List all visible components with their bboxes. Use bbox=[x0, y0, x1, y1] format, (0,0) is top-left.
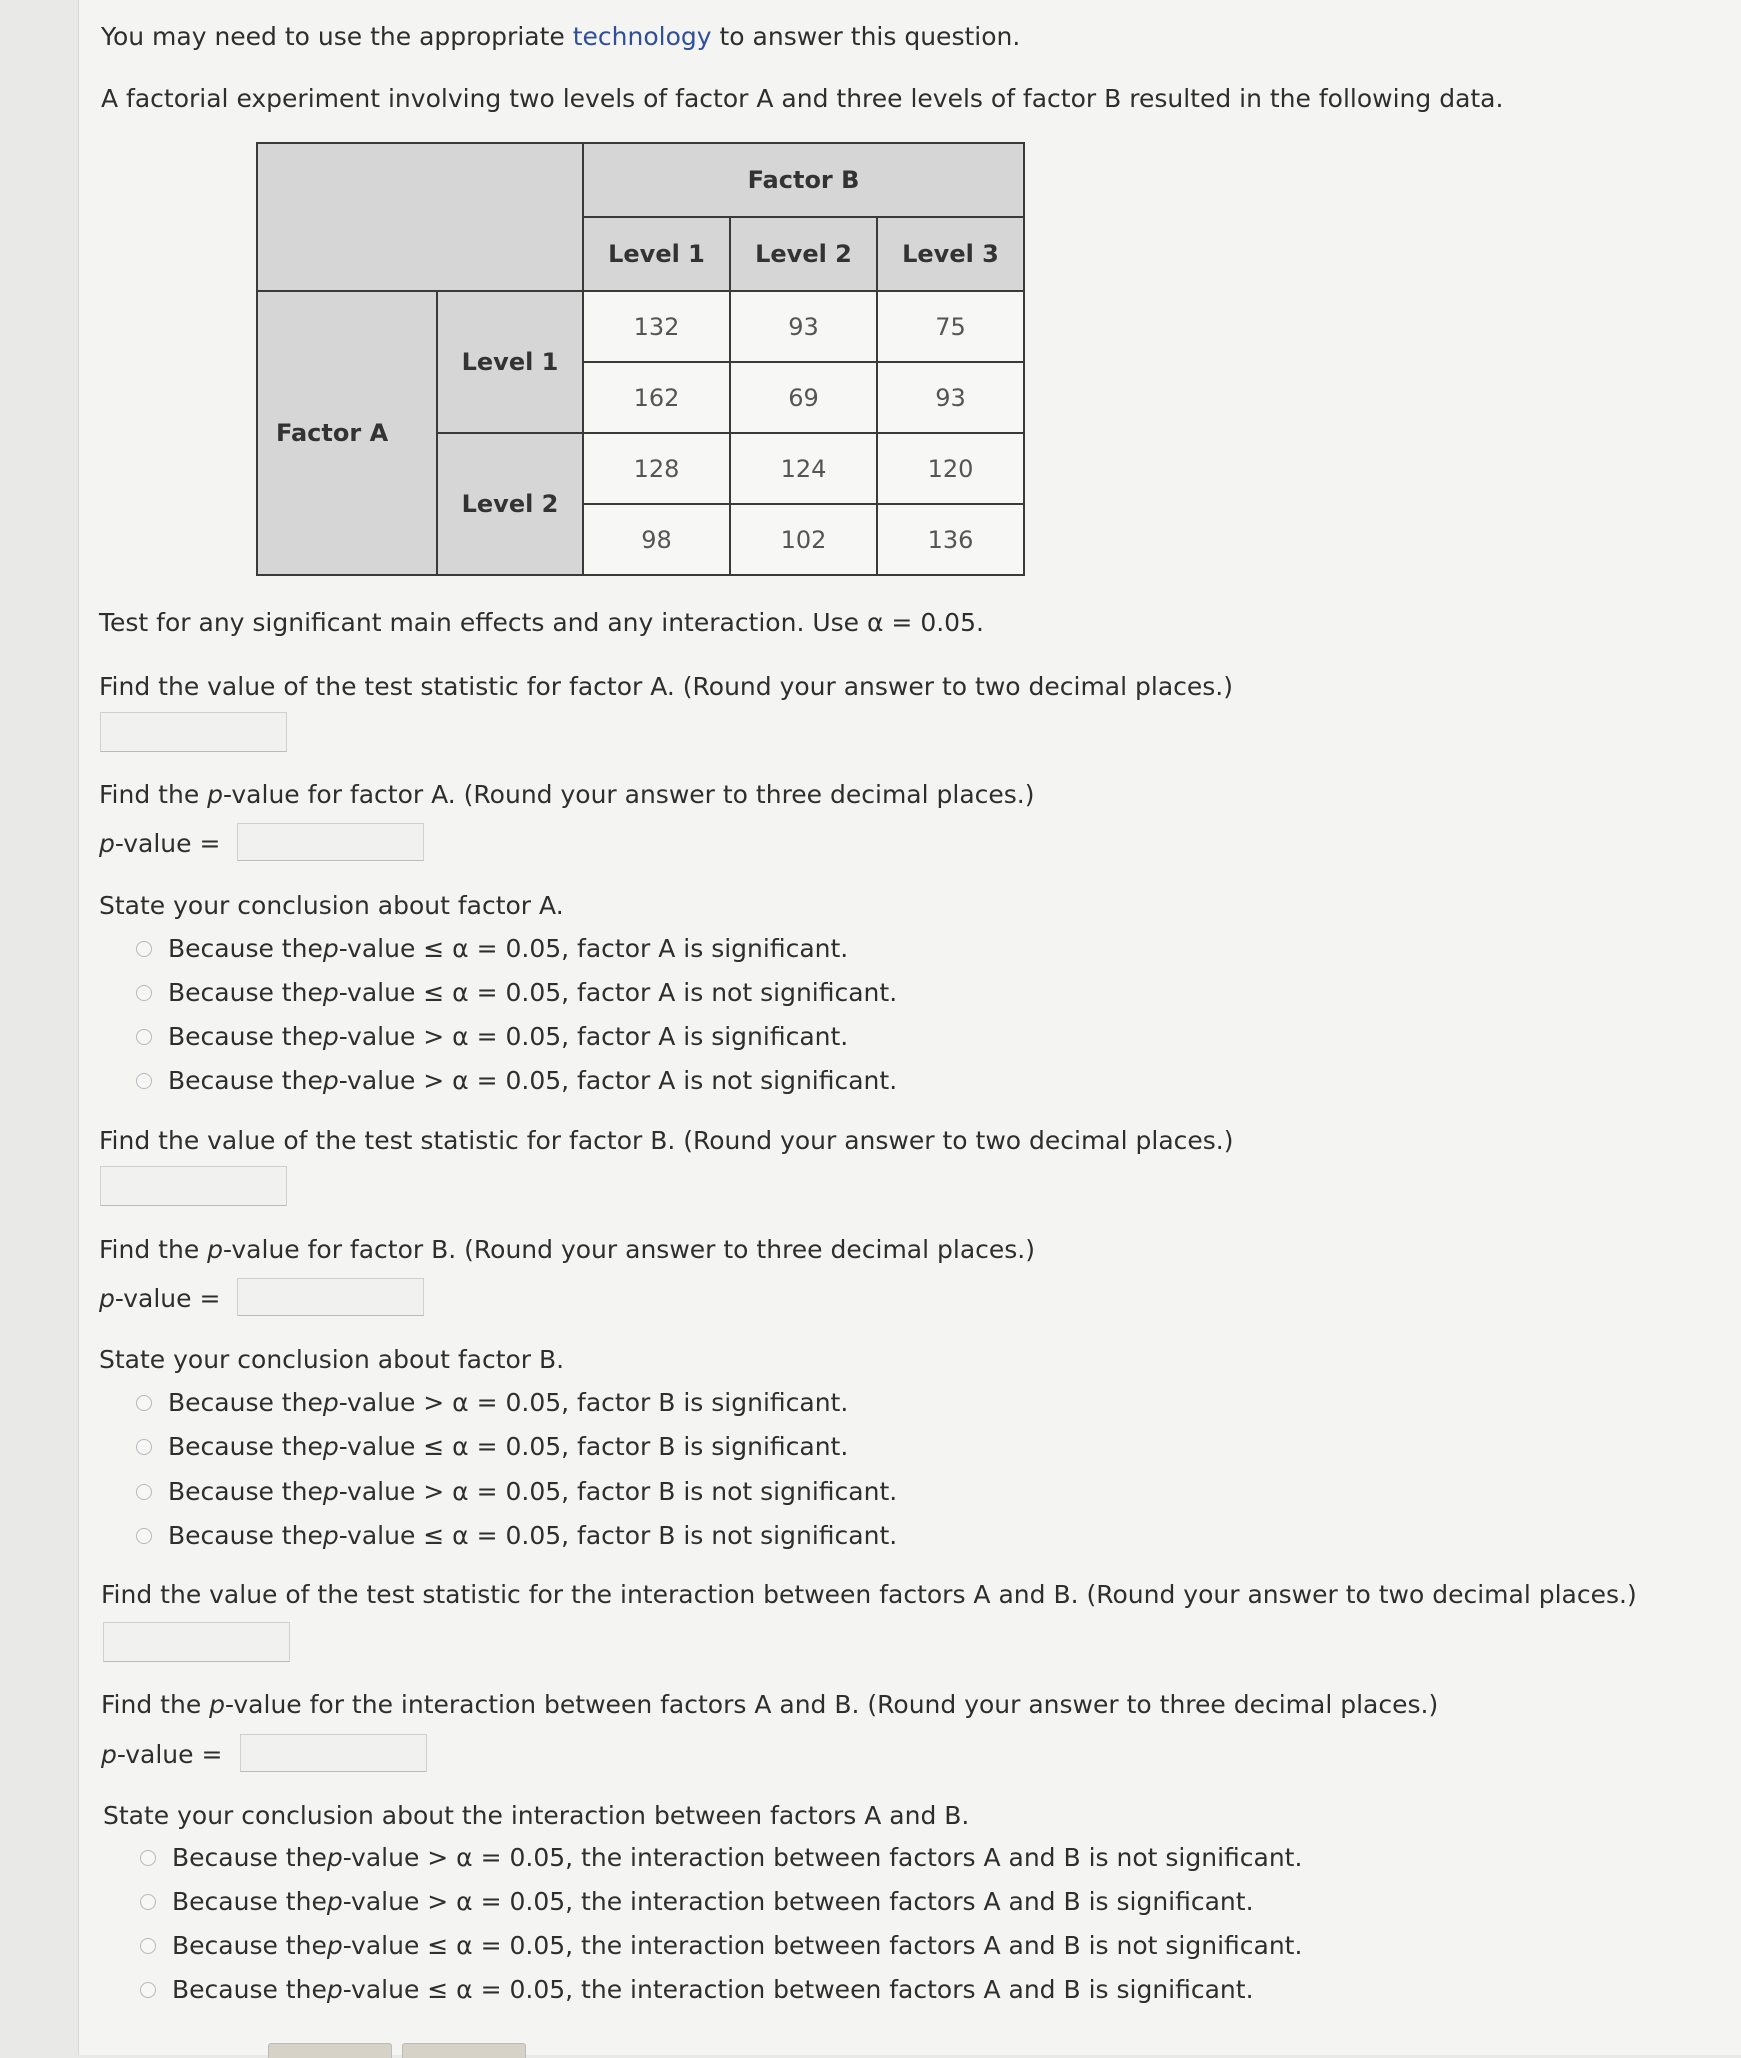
p-symbol: p bbox=[209, 1690, 226, 1719]
radio-button[interactable] bbox=[136, 1439, 152, 1455]
intro-line-1 bbox=[101, 22, 1020, 51]
option-text: Because the bbox=[172, 1887, 327, 1916]
secondary-button[interactable] bbox=[402, 2043, 526, 2058]
radio-button[interactable] bbox=[140, 1938, 156, 1954]
option-text: Because the bbox=[172, 1843, 327, 1872]
question-interaction-statistic: Find the value of the test statistic for the interaction between factors A and B. (Round your answer to two decimal places.) bbox=[101, 1580, 1637, 1609]
factor-b-option-4[interactable] bbox=[136, 1521, 897, 1550]
pvalue-equals: -value = bbox=[116, 1740, 223, 1769]
radio-button[interactable] bbox=[136, 1528, 152, 1544]
pvalue-equals: -value = bbox=[114, 829, 221, 858]
option-text-end: -value > α = 0.05, factor A is not significant. bbox=[338, 1066, 898, 1095]
radio-button[interactable] bbox=[136, 941, 152, 957]
factor-a-option-3[interactable] bbox=[136, 1022, 848, 1051]
bottom-buttons bbox=[268, 2043, 526, 2058]
option-text: Because the bbox=[168, 1388, 323, 1417]
col-header-level-2: Level 2 bbox=[730, 217, 877, 291]
conclusion-factor-a-heading: State your conclusion about factor A. bbox=[99, 891, 564, 920]
radio-button[interactable] bbox=[136, 1029, 152, 1045]
table-corner bbox=[257, 143, 583, 291]
p-symbol: p bbox=[326, 1843, 343, 1872]
p-symbol: p bbox=[326, 1887, 343, 1916]
radio-button[interactable] bbox=[140, 1894, 156, 1910]
p-symbol: p bbox=[99, 1284, 115, 1313]
radio-button[interactable] bbox=[140, 1982, 156, 1998]
table-cell: 75 bbox=[877, 291, 1024, 362]
option-text-end: -value ≤ α = 0.05, factor A is not significant. bbox=[338, 978, 898, 1007]
p-symbol: p bbox=[322, 1477, 339, 1506]
option-text-end: -value > α = 0.05, factor A is significant. bbox=[338, 1022, 849, 1051]
option-text-end: -value > α = 0.05, factor B is not significant. bbox=[338, 1477, 898, 1506]
question-text-end: -value for factor B. (Round your answer to three decimal places.) bbox=[223, 1235, 1035, 1264]
factor-a-header: Factor A bbox=[257, 291, 437, 575]
option-text-end: -value ≤ α = 0.05, factor B is significant. bbox=[338, 1432, 849, 1461]
option-text: Because the bbox=[172, 1975, 327, 2004]
row-header-level-2: Level 2 bbox=[437, 433, 583, 575]
option-text: Because the bbox=[168, 1022, 323, 1051]
p-symbol: p bbox=[99, 829, 115, 858]
interaction-pvalue-input[interactable] bbox=[240, 1734, 427, 1772]
question-factor-b-statistic: Find the value of the test statistic for factor B. (Round your answer to two decimal places.) bbox=[99, 1126, 1234, 1155]
factor-a-statistic-input[interactable] bbox=[100, 712, 287, 752]
row-header-level-1: Level 1 bbox=[437, 291, 583, 433]
option-text-end: -value ≤ α = 0.05, factor A is significant. bbox=[338, 934, 849, 963]
question-text-end: -value for the interaction between factors A and B. (Round your answer to three decimal places.) bbox=[225, 1690, 1439, 1719]
pvalue-equals: -value = bbox=[114, 1284, 221, 1313]
question-factor-b-pvalue bbox=[99, 1235, 1035, 1264]
p-symbol: p bbox=[101, 1740, 117, 1769]
p-symbol: p bbox=[326, 1975, 343, 2004]
table-cell: 136 bbox=[877, 504, 1024, 575]
factor-b-pvalue-label bbox=[99, 1284, 220, 1313]
option-text: Because the bbox=[168, 1066, 323, 1095]
instruction-text: Test for any significant main effects and any interaction. Use α = 0.05. bbox=[99, 608, 984, 637]
factor-a-pvalue-label bbox=[99, 829, 220, 858]
option-text: Because the bbox=[168, 1477, 323, 1506]
p-symbol: p bbox=[322, 978, 339, 1007]
interaction-option-3[interactable] bbox=[140, 1931, 1302, 1960]
option-text-end: -value > α = 0.05, the interaction between factors A and B is significant. bbox=[342, 1887, 1254, 1916]
option-text-end: -value ≤ α = 0.05, the interaction between factors A and B is not significant. bbox=[342, 1931, 1303, 1960]
table-cell: 69 bbox=[730, 362, 877, 433]
option-text: Because the bbox=[168, 934, 323, 963]
radio-button[interactable] bbox=[136, 1073, 152, 1089]
p-symbol: p bbox=[322, 1432, 339, 1461]
col-header-level-1: Level 1 bbox=[583, 217, 730, 291]
p-symbol: p bbox=[326, 1931, 343, 1960]
submit-button[interactable] bbox=[268, 2043, 392, 2058]
table-cell: 132 bbox=[583, 291, 730, 362]
question-factor-a-pvalue bbox=[99, 780, 1035, 809]
interaction-pvalue-label bbox=[101, 1740, 222, 1769]
p-symbol: p bbox=[207, 780, 224, 809]
technology-link[interactable]: technology bbox=[572, 22, 712, 51]
factor-a-pvalue-input[interactable] bbox=[237, 823, 424, 861]
interaction-statistic-input[interactable] bbox=[103, 1622, 290, 1662]
radio-button[interactable] bbox=[140, 1850, 156, 1866]
conclusion-factor-b-heading: State your conclusion about factor B. bbox=[99, 1345, 565, 1374]
data-table bbox=[256, 142, 1025, 576]
interaction-option-4[interactable] bbox=[140, 1975, 1254, 2004]
question-interaction-pvalue bbox=[101, 1690, 1438, 1719]
option-text: Because the bbox=[168, 978, 323, 1007]
radio-button[interactable] bbox=[136, 985, 152, 1001]
factor-b-header: Factor B bbox=[583, 143, 1024, 217]
p-symbol: p bbox=[322, 1388, 339, 1417]
question-factor-a-statistic: Find the value of the test statistic for factor A. (Round your answer to two decimal places.) bbox=[99, 672, 1234, 701]
option-text-end: -value ≤ α = 0.05, factor B is not significant. bbox=[338, 1521, 898, 1550]
factor-b-option-1[interactable] bbox=[136, 1388, 848, 1417]
factor-b-option-2[interactable] bbox=[136, 1432, 848, 1461]
factor-b-pvalue-input[interactable] bbox=[237, 1278, 424, 1316]
table-cell: 162 bbox=[583, 362, 730, 433]
intro-line-2: A factorial experiment involving two levels of factor A and three levels of factor B resulted in the following data. bbox=[101, 84, 1504, 113]
question-text-end: -value for factor A. (Round your answer to three decimal places.) bbox=[223, 780, 1035, 809]
question-text: Find the bbox=[99, 1235, 208, 1264]
radio-button[interactable] bbox=[136, 1484, 152, 1500]
factor-a-option-1[interactable] bbox=[136, 934, 848, 963]
table-cell: 120 bbox=[877, 433, 1024, 504]
option-text-end: -value ≤ α = 0.05, the interaction between factors A and B is significant. bbox=[342, 1975, 1254, 2004]
table-cell: 102 bbox=[730, 504, 877, 575]
option-text: Because the bbox=[168, 1521, 323, 1550]
question-text: Find the bbox=[99, 780, 208, 809]
option-text: Because the bbox=[172, 1931, 327, 1960]
p-symbol: p bbox=[207, 1235, 224, 1264]
table-cell: 93 bbox=[877, 362, 1024, 433]
interaction-option-1[interactable] bbox=[140, 1843, 1302, 1872]
radio-button[interactable] bbox=[136, 1395, 152, 1411]
table-cell: 124 bbox=[730, 433, 877, 504]
conclusion-interaction-heading: State your conclusion about the interaction between factors A and B. bbox=[103, 1801, 970, 1830]
option-text-end: -value > α = 0.05, factor B is significant. bbox=[338, 1388, 849, 1417]
interaction-option-2[interactable] bbox=[140, 1887, 1254, 1916]
factor-a-option-4[interactable] bbox=[136, 1066, 897, 1095]
table-cell: 98 bbox=[583, 504, 730, 575]
table-cell: 93 bbox=[730, 291, 877, 362]
intro-text: You may need to use the appropriate bbox=[101, 22, 573, 51]
table-cell: 128 bbox=[583, 433, 730, 504]
option-text-end: -value > α = 0.05, the interaction between factors A and B is not significant. bbox=[342, 1843, 1303, 1872]
p-symbol: p bbox=[322, 1022, 339, 1051]
p-symbol: p bbox=[322, 1066, 339, 1095]
p-symbol: p bbox=[322, 1521, 339, 1550]
col-header-level-3: Level 3 bbox=[877, 217, 1024, 291]
p-symbol: p bbox=[322, 934, 339, 963]
question-text: Find the bbox=[101, 1690, 210, 1719]
option-text: Because the bbox=[168, 1432, 323, 1461]
factor-a-option-2[interactable] bbox=[136, 978, 897, 1007]
factor-b-statistic-input[interactable] bbox=[100, 1166, 287, 1206]
factor-b-option-3[interactable] bbox=[136, 1477, 897, 1506]
intro-text-end: to answer this question. bbox=[711, 22, 1021, 51]
